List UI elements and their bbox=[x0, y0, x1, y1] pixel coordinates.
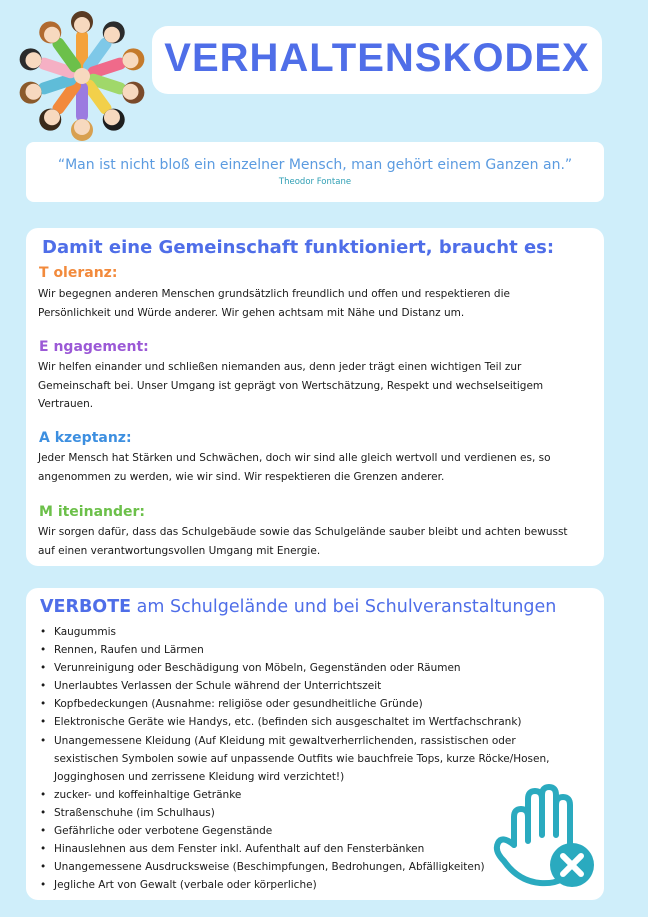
value-term-miteinander bbox=[39, 504, 145, 520]
value-term-engagement bbox=[39, 339, 149, 355]
joined-hands bbox=[74, 68, 90, 84]
value-desc-miteinander bbox=[38, 523, 590, 560]
quote-card bbox=[26, 142, 604, 202]
list-item-text: • Unerlaubtes Verlassen der Schule während der Unterrichtszeit bbox=[54, 680, 382, 693]
value-term-rest: ngagement: bbox=[53, 339, 149, 355]
verbote-heading bbox=[40, 597, 556, 617]
value-letter: T bbox=[39, 265, 49, 281]
list-item bbox=[36, 786, 549, 804]
person-face bbox=[123, 52, 139, 68]
quote-text: “Man ist nicht bloß ein einzelner Mensch, man gehört einem Ganzen an.” bbox=[57, 157, 573, 173]
list-item bbox=[36, 732, 549, 786]
person-face bbox=[44, 109, 60, 125]
title-card bbox=[152, 26, 602, 94]
list-item-text: • Verunreinigung oder Beschädigung von Möbeln, Gegenständen oder Räumen bbox=[54, 662, 461, 675]
list-item bbox=[36, 677, 549, 695]
value-letter: A bbox=[39, 430, 50, 446]
list-item bbox=[36, 623, 549, 641]
value-term-rest: kzeptanz: bbox=[54, 430, 132, 446]
circle-of-people-icon bbox=[14, 8, 150, 144]
value-letter: E bbox=[39, 339, 49, 355]
list-item-text: • zucker- und koffeinhaltige Getränke bbox=[54, 788, 242, 801]
values-card bbox=[26, 228, 604, 566]
quote-author: Theodor Fontane bbox=[278, 177, 352, 187]
list-item bbox=[36, 840, 549, 858]
value-desc-akzeptanz bbox=[38, 449, 590, 486]
person-face bbox=[104, 27, 120, 43]
value-desc-engagement bbox=[38, 358, 590, 414]
page-title: VERHALTENSKODEX bbox=[164, 36, 590, 80]
list-item-text: • Unangemessene Kleidung (Auf Kleidung mit gewaltverherrlichenden, rassistischen oder bbox=[54, 734, 516, 747]
list-item-text: • Hinauslehnen aus dem Fenster inkl. Aufenthalt auf den Fensterbänken bbox=[54, 843, 425, 856]
list-item-text: • Kopfbedeckungen (Ausnahme: religiöse oder gesundheitliche Gründe) bbox=[54, 698, 423, 711]
value-desc-line: Gemeinschaft bei. Unser Umgang ist geprägt von Wertschätzung, Respekt und wechselseitigem bbox=[38, 379, 544, 392]
value-term-akzeptanz bbox=[39, 430, 132, 446]
stop-hand-icon bbox=[492, 783, 600, 893]
value-desc-line: Persönlichkeit und Würde anderer. Wir gehen achtsam mit Nähe und Distanz um. bbox=[38, 306, 465, 319]
value-desc-line: Wir helfen einander und schließen niemanden aus, denn jeder trägt einen wichtigen Teil zur bbox=[38, 361, 522, 373]
list-item-text: • Unangemessene Ausdrucksweise (Beschimpfungen, Bedrohungen, Abfälligkeiten) bbox=[54, 861, 485, 874]
list-item bbox=[36, 659, 549, 677]
list-item bbox=[36, 876, 549, 894]
person-face bbox=[25, 52, 41, 68]
person-face bbox=[74, 119, 90, 135]
list-item bbox=[36, 858, 549, 876]
list-item bbox=[36, 804, 549, 822]
value-term-rest: iteinander: bbox=[57, 504, 145, 520]
value-desc-line: Wir sorgen dafür, dass das Schulgebäude sowie das Schulgelände sauber bleibt und achten bewusst bbox=[38, 526, 568, 538]
value-desc-line: Jeder Mensch hat Stärken und Schwächen, doch wir sind alle gleich wertvoll und verdienen es, so bbox=[38, 452, 551, 464]
list-item-text: • Gefährliche oder verbotene Gegenstände bbox=[54, 825, 273, 838]
verbote-heading-rest: am Schulgelände und bei Schulveranstaltungen bbox=[131, 597, 557, 617]
value-desc-toleranz bbox=[38, 285, 590, 322]
person-face bbox=[123, 84, 139, 100]
list-item-text: • Elektronische Geräte wie Handys, etc. (befinden sich ausgeschaltet im Wertfachschrank) bbox=[54, 716, 522, 729]
list-item-text: • Jegliche Art von Gewalt (verbale oder körperliche) bbox=[54, 879, 317, 892]
value-letter: M bbox=[39, 504, 53, 520]
person-face bbox=[44, 27, 60, 43]
values-heading: Damit eine Gemeinschaft funktioniert, braucht es: bbox=[42, 237, 555, 258]
value-term-rest: oleranz: bbox=[53, 265, 118, 281]
list-item-text: sexistischen Symbolen sowie auf unpassende Outfits wie bauchfreie Tops, kurze Röcke/Hosen, bbox=[54, 752, 550, 765]
list-item bbox=[36, 695, 549, 713]
verbote-list bbox=[36, 623, 549, 894]
person-face bbox=[25, 84, 41, 100]
person-face bbox=[104, 109, 120, 125]
person-face bbox=[74, 17, 90, 33]
list-item-text: • Straßenschuhe (im Schulhaus) bbox=[54, 806, 215, 819]
value-desc-line: Wir begegnen anderen Menschen grundsätzlich freundlich und offen und respektieren die bbox=[38, 288, 510, 300]
list-item bbox=[36, 641, 549, 659]
list-item bbox=[36, 822, 549, 840]
value-term-toleranz bbox=[39, 265, 117, 281]
list-item bbox=[36, 713, 549, 731]
list-item-text: • Rennen, Raufen und Lärmen bbox=[54, 644, 204, 657]
value-desc-line: auf einen verantwortungsvollen Umgang mit Energie. bbox=[38, 544, 321, 557]
list-item-text: Jogginghosen und zerrissene Kleidung wird verzichtet!) bbox=[54, 770, 345, 783]
value-desc-line: Vertrauen. bbox=[38, 398, 94, 410]
verbote-heading-strong: VERBOTE bbox=[40, 597, 132, 617]
list-item-text: • Kaugummis bbox=[54, 626, 116, 638]
value-desc-line: angenommen zu werden, wie wir sind. Wir respektieren die Grenzen anderer. bbox=[38, 470, 445, 483]
